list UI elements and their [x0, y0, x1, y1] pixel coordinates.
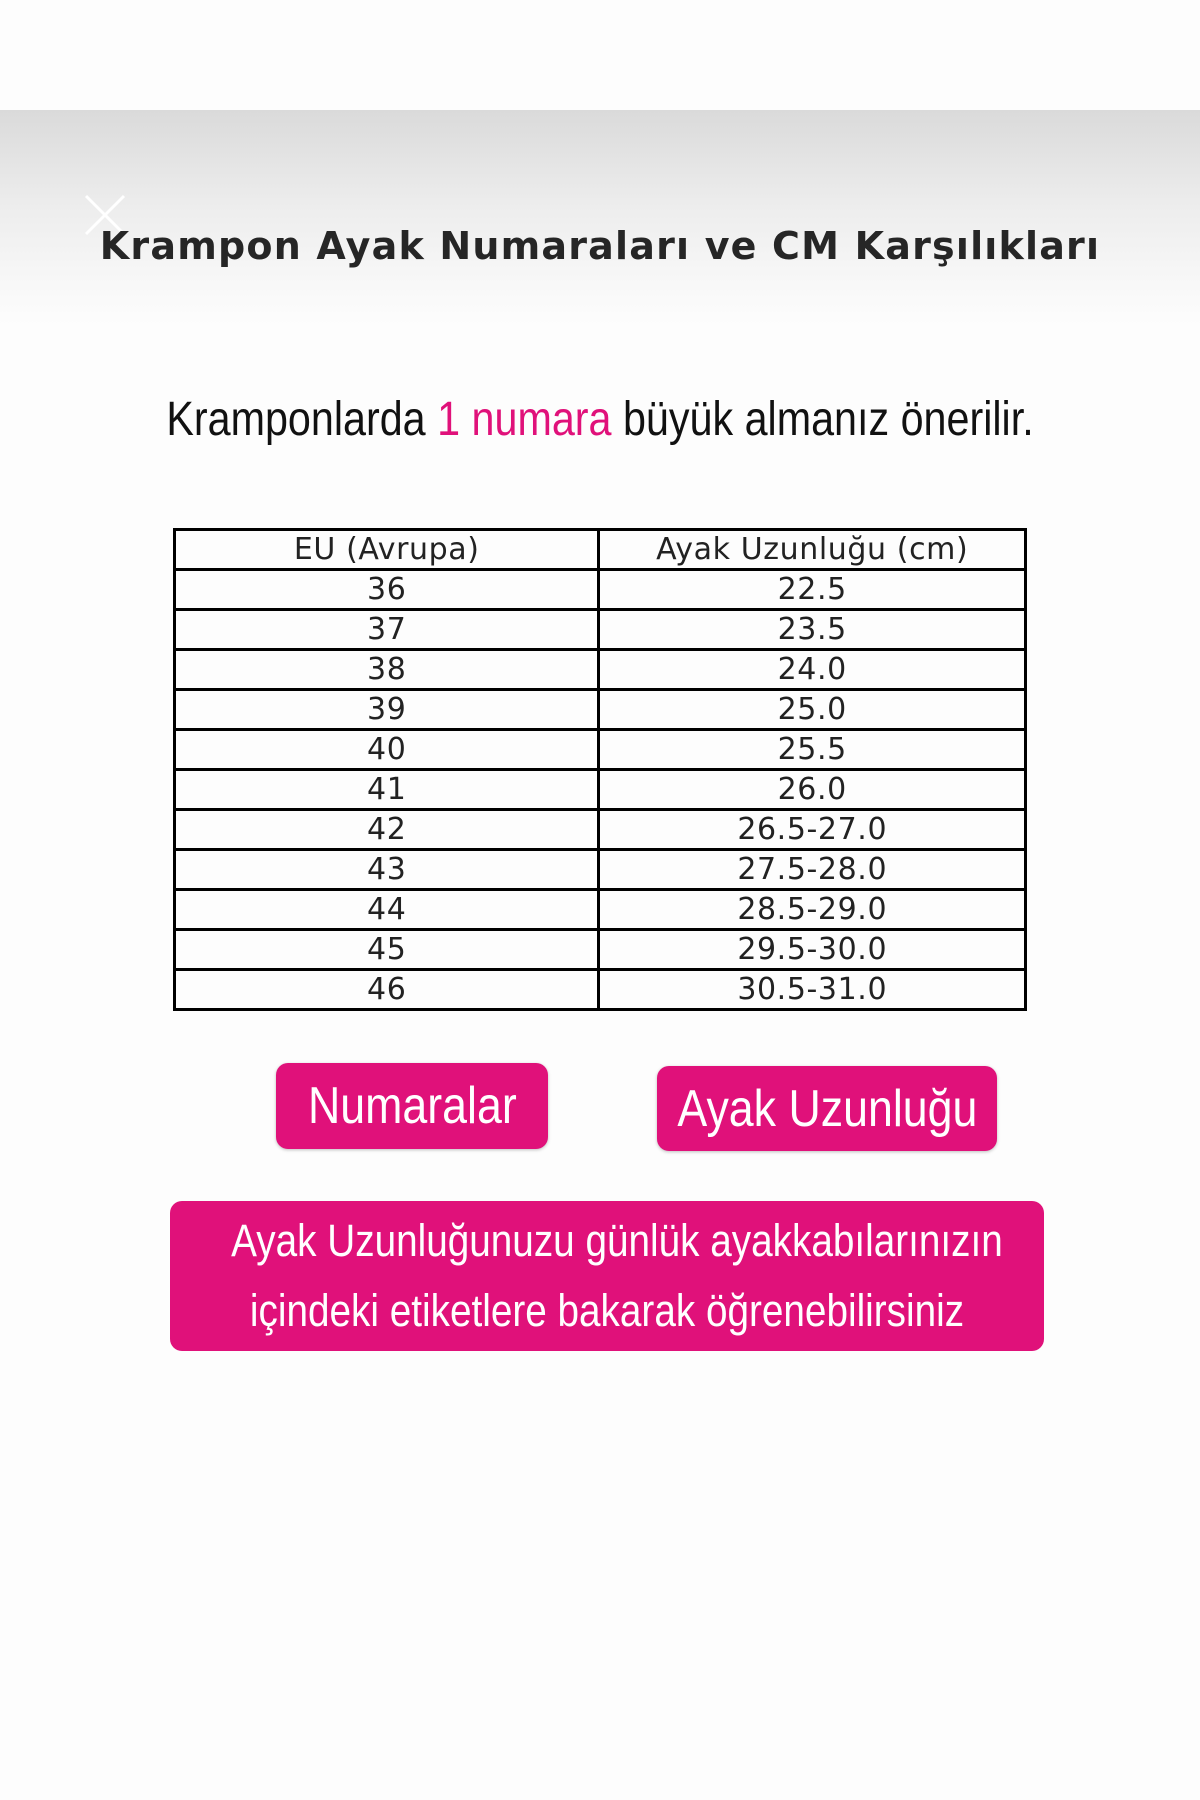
table-row — [175, 810, 1026, 850]
foot-length-cell: 26.5-27.0 — [599, 810, 1026, 850]
foot-length-cell: 24.0 — [599, 650, 1026, 690]
eu-size-cell: 44 — [175, 890, 599, 930]
info-line-2: içindeki etiketlere bakarak öğrenebilirsiniz — [249, 1285, 965, 1336]
foot-length-cell: 29.5-30.0 — [599, 930, 1026, 970]
table-row — [175, 970, 1026, 1010]
recommendation-text — [84, 392, 1116, 447]
eu-size-cell: 45 — [175, 930, 599, 970]
table-row — [175, 730, 1026, 770]
foot-length-cell: 23.5 — [599, 610, 1026, 650]
foot-length-cell: 26.0 — [599, 770, 1026, 810]
header-band — [0, 110, 1200, 325]
eu-size-cell: 42 — [175, 810, 599, 850]
table-row — [175, 930, 1026, 970]
page-title: Krampon Ayak Numaraları ve CM Karşılıkları — [99, 224, 1101, 268]
recommendation-highlight: 1 numara — [437, 393, 612, 446]
table-row — [175, 690, 1026, 730]
eu-size-cell: 46 — [175, 970, 599, 1010]
numbers-label-text: Numaralar — [307, 1077, 517, 1135]
eu-size-cell: 37 — [175, 610, 599, 650]
table-row — [175, 890, 1026, 930]
foot-length-label — [657, 1066, 997, 1151]
eu-size-cell: 36 — [175, 570, 599, 610]
recommendation-before: Kramponlarda — [166, 393, 438, 446]
eu-size-cell: 39 — [175, 690, 599, 730]
eu-size-cell: 43 — [175, 850, 599, 890]
eu-size-cell: 41 — [175, 770, 599, 810]
column-header-eu: EU (Avrupa) — [175, 530, 599, 570]
foot-length-cell: 25.5 — [599, 730, 1026, 770]
foot-length-cell: 27.5-28.0 — [599, 850, 1026, 890]
eu-size-cell: 40 — [175, 730, 599, 770]
table-row — [175, 570, 1026, 610]
foot-length-cell: 28.5-29.0 — [599, 890, 1026, 930]
info-box — [170, 1201, 1044, 1351]
foot-length-cell: 22.5 — [599, 570, 1026, 610]
size-table — [173, 528, 1027, 1011]
table-row — [175, 650, 1026, 690]
foot-length-cell: 30.5-31.0 — [599, 970, 1026, 1010]
foot-length-cell: 25.0 — [599, 690, 1026, 730]
table-row — [175, 610, 1026, 650]
foot-length-label-text: Ayak Uzunluğu — [677, 1079, 978, 1138]
recommendation-after: büyük almanız önerilir. — [611, 393, 1034, 446]
numbers-label — [276, 1063, 548, 1149]
table-row — [175, 770, 1026, 810]
table-row — [175, 850, 1026, 890]
info-line-1: Ayak Uzunluğunuzu günlük ayakkabılarınızın — [231, 1215, 1003, 1266]
column-header-foot-length: Ayak Uzunluğu (cm) — [599, 530, 1026, 570]
table-header-row — [175, 530, 1026, 570]
eu-size-cell: 38 — [175, 650, 599, 690]
